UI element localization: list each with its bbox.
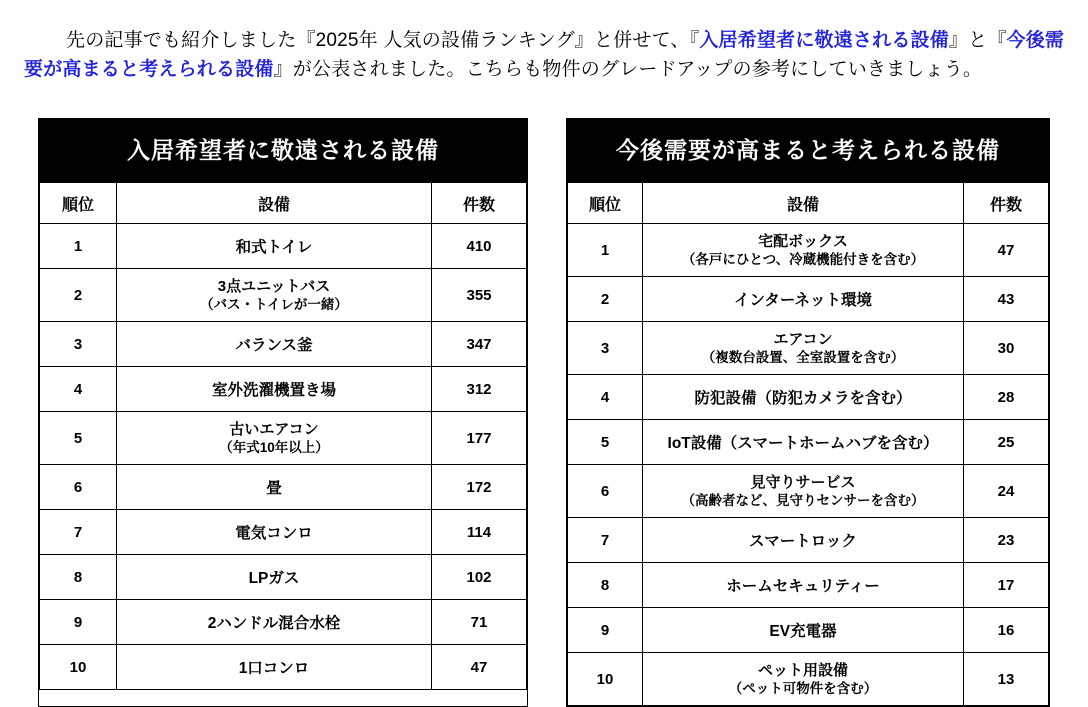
cell-count: 13 <box>964 653 1049 706</box>
table-header-row <box>568 183 1049 224</box>
table-row <box>568 277 1049 322</box>
cell-rank: 3 <box>568 322 643 375</box>
cell-count: 16 <box>964 608 1049 653</box>
column-header-rank: 順位 <box>568 183 643 224</box>
cell-count: 24 <box>964 465 1049 518</box>
cell-rank: 9 <box>40 600 117 645</box>
cell-count: 17 <box>964 563 1049 608</box>
cell-count: 355 <box>432 269 527 322</box>
equipment-note: （バス・トイレが一緒） <box>200 297 348 313</box>
intro-segment-2: 』と『 <box>948 30 1007 51</box>
cell-count: 312 <box>432 367 527 412</box>
cell-count: 47 <box>964 224 1049 277</box>
cell-rank: 9 <box>568 608 643 653</box>
equipment-note: （各戸にひとつ、冷蔵機能付きを含む） <box>681 252 925 268</box>
table-row <box>568 608 1049 653</box>
equipment-name: 2ハンドル混合水栓 <box>207 615 341 633</box>
cell-rank: 1 <box>568 224 643 277</box>
equipment-name: ペット用設備 <box>757 662 848 680</box>
table-row <box>568 563 1049 608</box>
cell-count: 28 <box>964 375 1049 420</box>
table-row <box>40 224 527 269</box>
table-title: 今後需要が高まると考えられる設備 <box>567 119 1049 182</box>
cell-rank: 6 <box>568 465 643 518</box>
table-row <box>568 420 1049 465</box>
cell-equipment <box>643 653 964 706</box>
cell-count: 43 <box>964 277 1049 322</box>
equipment-name: 古いエアコン <box>229 421 319 439</box>
equipment-name: 3点ユニットバス <box>217 278 331 296</box>
table-row <box>568 224 1049 277</box>
cell-count: 410 <box>432 224 527 269</box>
equipment-name: IoT設備（スマートホームハブを含む） <box>667 435 939 453</box>
cell-equipment <box>643 277 964 322</box>
cell-equipment <box>643 420 964 465</box>
cell-count: 23 <box>964 518 1049 563</box>
equipment-name: EV充電器 <box>769 623 837 641</box>
intro-segment-3: 』が公表されました。こちらも物件のグレードアップの参考にしていきましょう。 <box>273 58 983 80</box>
cell-rank: 1 <box>40 224 117 269</box>
equipment-note: （高齢者など、見守りセンサーを含む） <box>681 493 925 509</box>
table-row <box>40 269 527 322</box>
equipment-name: バランス釜 <box>235 337 313 355</box>
cell-equipment <box>643 375 964 420</box>
table-title: 入居希望者に敬遠される設備 <box>39 119 527 182</box>
equipment-name: 宅配ボックス <box>758 233 848 251</box>
equipment-name: 室外洗濯機置き場 <box>211 382 336 400</box>
table-row <box>40 600 527 645</box>
equipment-note: （ペット可物件を含む） <box>728 681 878 697</box>
cell-count: 25 <box>964 420 1049 465</box>
cell-rank: 6 <box>40 465 117 510</box>
cell-count: 47 <box>432 645 527 690</box>
cell-rank: 2 <box>568 277 643 322</box>
table-row <box>40 510 527 555</box>
cell-rank: 4 <box>568 375 643 420</box>
cell-rank: 3 <box>40 322 117 367</box>
cell-equipment <box>117 322 432 367</box>
cell-equipment <box>117 412 432 465</box>
table-row <box>40 465 527 510</box>
cell-count: 30 <box>964 322 1049 375</box>
intro-highlight-1: 入居希望者に敬遠される設備 <box>699 30 949 51</box>
column-header-equipment: 設備 <box>643 183 964 224</box>
cell-rank: 8 <box>40 555 117 600</box>
cell-rank: 7 <box>40 510 117 555</box>
table-row <box>40 645 527 690</box>
table-row <box>40 555 527 600</box>
cell-count: 177 <box>432 412 527 465</box>
cell-equipment <box>117 645 432 690</box>
cell-rank: 2 <box>40 269 117 322</box>
cell-equipment <box>117 367 432 412</box>
cell-equipment <box>643 563 964 608</box>
table-row <box>568 518 1049 563</box>
equipment-name: 見守りサービス <box>750 474 856 492</box>
table-row <box>40 322 527 367</box>
equipment-name: 畳 <box>266 480 282 498</box>
cell-count: 172 <box>432 465 527 510</box>
table-row <box>568 322 1049 375</box>
equipment-name: 防犯設備（防犯カメラを含む） <box>694 390 912 408</box>
table-disliked-equipment <box>38 118 528 707</box>
cell-equipment <box>643 224 964 277</box>
table-row <box>40 367 527 412</box>
cell-rank: 10 <box>568 653 643 706</box>
cell-count: 114 <box>432 510 527 555</box>
table-row <box>40 412 527 465</box>
table-header-row <box>40 183 527 224</box>
cell-equipment <box>643 465 964 518</box>
cell-rank: 4 <box>40 367 117 412</box>
cell-equipment <box>117 224 432 269</box>
cell-equipment <box>117 555 432 600</box>
cell-equipment <box>643 322 964 375</box>
table-future-demand-equipment <box>566 118 1050 707</box>
cell-rank: 5 <box>40 412 117 465</box>
cell-count: 102 <box>432 555 527 600</box>
equipment-note: （年式10年以上） <box>219 440 329 456</box>
column-header-rank: 順位 <box>40 183 117 224</box>
equipment-name: ホームセキュリティー <box>726 578 880 596</box>
equipment-name: 和式トイレ <box>235 239 313 257</box>
cell-count: 71 <box>432 600 527 645</box>
cell-rank: 7 <box>568 518 643 563</box>
table-row <box>568 653 1049 706</box>
cell-rank: 5 <box>568 420 643 465</box>
cell-equipment <box>117 465 432 510</box>
cell-count: 347 <box>432 322 527 367</box>
equipment-name: スマートロック <box>749 533 857 551</box>
intro-highlight-2: 今後需要が高まると考えられる設備 <box>24 30 1065 80</box>
table-row <box>568 375 1049 420</box>
intro-segment-1: 先の記事でも紹介しました『2025年 人気の設備ランキング』と併せて、『 <box>66 30 700 51</box>
equipment-name: LPガス <box>248 570 300 588</box>
equipment-name: 1口コンロ <box>238 660 310 678</box>
ranking-table <box>39 182 527 690</box>
cell-rank: 8 <box>568 563 643 608</box>
cell-equipment <box>117 600 432 645</box>
column-header-count: 件数 <box>964 183 1049 224</box>
equipment-name: インターネット環境 <box>733 292 873 310</box>
equipment-name: 電気コンロ <box>235 525 313 543</box>
ranking-table <box>567 182 1049 706</box>
cell-equipment <box>643 608 964 653</box>
table-body <box>40 224 527 690</box>
cell-equipment <box>117 510 432 555</box>
equipment-name: エアコン <box>773 331 833 349</box>
table-row <box>568 465 1049 518</box>
cell-equipment <box>117 269 432 322</box>
cell-equipment <box>643 518 964 563</box>
cell-rank: 10 <box>40 645 117 690</box>
equipment-note: （複数台設置、全室設置を含む） <box>701 350 905 366</box>
column-header-equipment: 設備 <box>117 183 432 224</box>
intro-paragraph <box>24 27 1068 85</box>
table-body <box>568 224 1049 706</box>
ranking-tables <box>0 118 1088 707</box>
column-header-count: 件数 <box>432 183 527 224</box>
